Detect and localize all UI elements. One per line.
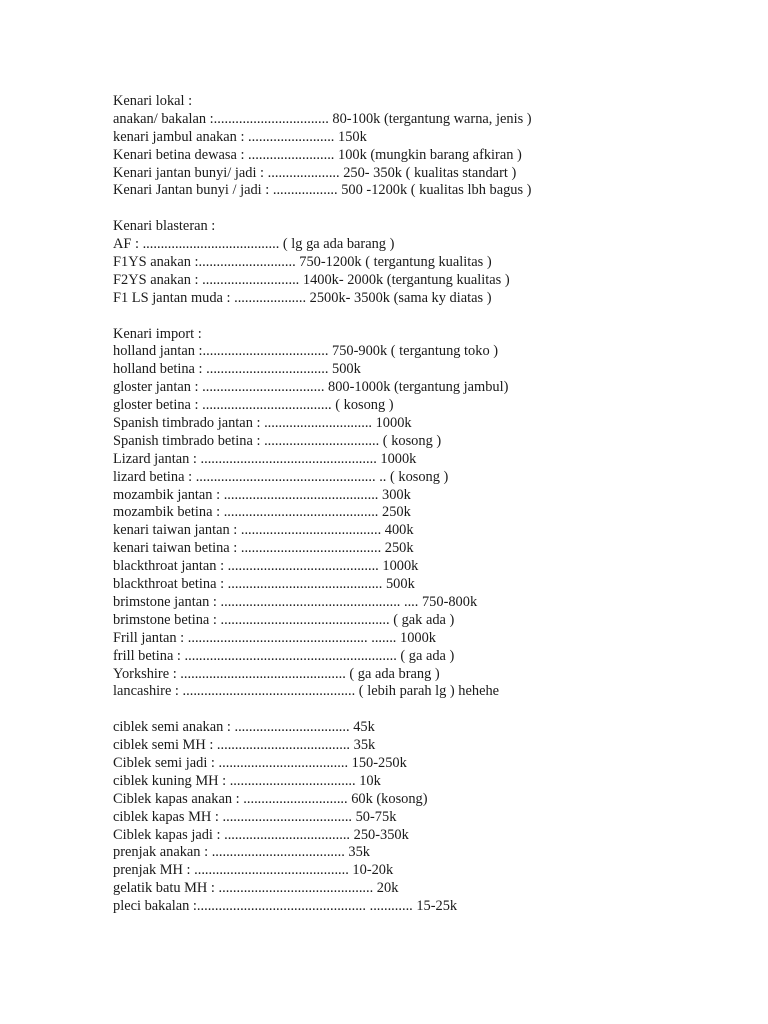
price-line: mozambik betina : ........................................... 250k xyxy=(113,504,411,521)
price-line: brimstone betina : ............................................... ( gak ada ) xyxy=(113,611,455,628)
section-kenari-import xyxy=(113,326,753,702)
price-line: blackthroat betina : ........................................... 500k xyxy=(113,576,415,593)
price-line: holland betina : .................................. 500k xyxy=(113,361,361,378)
section-kenari-lokal xyxy=(113,93,753,200)
price-line: anakan/ bakalan :................................ 80-100k (tergantung warna, jenis ) xyxy=(113,110,532,127)
price-line: mozambik jantan : ........................................... 300k xyxy=(113,486,411,503)
price-line: ciblek kuning MH : ................................... 10k xyxy=(113,772,381,789)
section-other-birds xyxy=(113,719,753,916)
spacer xyxy=(113,200,753,218)
section-heading: Kenari lokal : xyxy=(113,93,193,109)
price-line: prenjak anakan : ..................................... 35k xyxy=(113,844,370,861)
spacer xyxy=(113,308,753,326)
price-line: gelatik batu MH : ........................................... 20k xyxy=(113,880,399,897)
price-line: F1 LS jantan muda : .................... 2500k- 3500k (sama ky diatas ) xyxy=(113,289,492,306)
price-line: kenari taiwan betina : ....................................... 250k xyxy=(113,540,414,557)
price-line: AF : ...................................... ( lg ga ada barang ) xyxy=(113,236,395,253)
price-line: ciblek kapas MH : .................................... 50-75k xyxy=(113,808,397,825)
price-line: Ciblek kapas anakan : ............................. 60k (kosong) xyxy=(113,790,428,807)
price-line: kenari jambul anakan : ........................ 150k xyxy=(113,128,367,145)
price-line: F1YS anakan :........................... 750-1200k ( tergantung kualitas ) xyxy=(113,254,492,271)
price-line: Yorkshire : .............................................. ( ga ada brang ) xyxy=(113,665,440,682)
price-line: frill betina : ........................................................... ( ga ada ) xyxy=(113,647,455,664)
section-heading: Kenari blasteran : xyxy=(113,218,216,235)
price-line: Frill jantan : .................................................. ....... 1000k xyxy=(113,629,436,646)
price-line: lizard betina : .................................................. .. ( kosong ) xyxy=(113,468,449,485)
price-list-document xyxy=(113,93,753,916)
price-line: Ciblek kapas jadi : ................................... 250-350k xyxy=(113,826,409,843)
price-line: Lizard jantan : ................................................. 1000k xyxy=(113,450,417,467)
price-line: Kenari Jantan bunyi / jadi : .................. 500 -1200k ( kualitas lbh bagus ) xyxy=(113,182,532,199)
price-line: Ciblek semi jadi : .................................... 150-250k xyxy=(113,754,407,771)
price-line: Kenari betina dewasa : ........................ 100k (mungkin barang afkiran ) xyxy=(113,146,522,163)
price-line: brimstone jantan : .................................................. .... 750-800k xyxy=(113,593,478,610)
section-kenari-blasteran xyxy=(113,218,753,307)
price-line: ciblek semi MH : ..................................... 35k xyxy=(113,737,376,754)
price-line: Spanish timbrado jantan : .............................. 1000k xyxy=(113,415,412,432)
price-line: Spanish timbrado betina : ................................ ( kosong ) xyxy=(113,432,442,449)
price-line: ciblek semi anakan : ................................ 45k xyxy=(113,719,375,736)
price-line: lancashire : ................................................ ( lebih parah lg ) hehehe xyxy=(113,683,500,700)
price-line: gloster jantan : .................................. 800-1000k (tergantung jambul) xyxy=(113,379,509,396)
price-line: holland jantan :................................... 750-900k ( tergantung toko ) xyxy=(113,343,499,360)
section-heading: Kenari import : xyxy=(113,325,202,342)
price-line: pleci bakalan :............................................... ............ 15-25k xyxy=(113,898,458,915)
price-line: kenari taiwan jantan : ....................................... 400k xyxy=(113,522,414,539)
spacer xyxy=(113,701,753,719)
price-line: gloster betina : .................................... ( kosong ) xyxy=(113,397,394,414)
price-line: blackthroat jantan : .......................................... 1000k xyxy=(113,558,419,575)
price-line: prenjak MH : ........................................... 10-20k xyxy=(113,862,394,879)
price-line: F2YS anakan : ........................... 1400k- 2000k (tergantung kualitas ) xyxy=(113,271,510,288)
price-line: Kenari jantan bunyi/ jadi : .................... 250- 350k ( kualitas standart ) xyxy=(113,164,517,181)
